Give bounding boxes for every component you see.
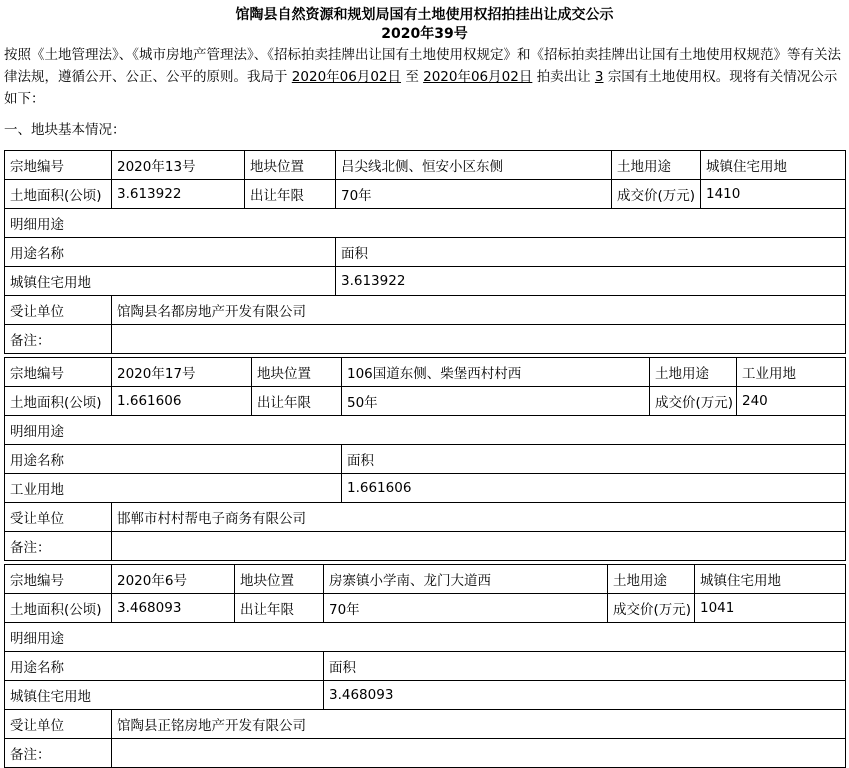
parcel-count: 3 xyxy=(594,69,604,85)
grantee: 馆陶县名都房地产开发有限公司 xyxy=(112,296,846,325)
label-land-use: 土地用途 xyxy=(608,565,695,594)
label-term: 出让年限 xyxy=(235,594,324,623)
parcel-area: 1.661606 xyxy=(112,387,252,416)
label-use-area: 面积 xyxy=(336,238,846,267)
date-start: 2020年06月02日 xyxy=(291,69,402,85)
parcel-area: 3.468093 xyxy=(112,594,235,623)
label-use-name: 用途名称 xyxy=(5,238,336,267)
detail-area: 3.613922 xyxy=(336,267,846,296)
label-detail-use: 明细用途 xyxy=(5,623,846,652)
parcel-land-use: 城镇住宅用地 xyxy=(695,565,846,594)
table-row xyxy=(5,209,846,238)
intro-paragraph xyxy=(4,44,843,110)
intro-text-to: 至 xyxy=(405,69,419,85)
parcel-location: 吕尖线北侧、恒安小区东侧 xyxy=(336,151,612,180)
table-row xyxy=(5,416,846,445)
notice-number: 2020年39号 xyxy=(381,26,468,42)
label-land-use: 土地用途 xyxy=(650,358,737,387)
label-detail-use: 明细用途 xyxy=(5,416,846,445)
parcel-price: 1041 xyxy=(695,594,846,623)
table-row xyxy=(5,296,846,325)
parcel-area: 3.613922 xyxy=(112,180,245,209)
detail-use-name: 工业用地 xyxy=(5,474,342,503)
label-grantee: 受让单位 xyxy=(5,503,112,532)
label-parcel-no: 宗地编号 xyxy=(5,358,112,387)
table-row xyxy=(5,151,846,180)
parcel-term: 50年 xyxy=(342,387,650,416)
table-row xyxy=(5,325,846,354)
label-area: 土地面积(公顷) xyxy=(5,387,112,416)
table-row xyxy=(5,238,846,267)
notice-title: 馆陶县自然资源和规划局国有土地使用权招拍挂出让成交公示 xyxy=(235,7,614,23)
parcel-no: 2020年13号 xyxy=(112,151,245,180)
table-row xyxy=(5,594,846,623)
label-area: 土地面积(公顷) xyxy=(5,594,112,623)
parcel-location: 106国道东侧、柴堡西村村西 xyxy=(342,358,650,387)
table-row xyxy=(5,710,846,739)
label-location: 地块位置 xyxy=(235,565,324,594)
remarks xyxy=(112,532,846,561)
table-row xyxy=(5,358,846,387)
label-use-area: 面积 xyxy=(342,445,846,474)
parcel-table xyxy=(4,564,846,768)
label-remarks: 备注： xyxy=(5,325,112,354)
label-term: 出让年限 xyxy=(252,387,342,416)
remarks xyxy=(112,325,846,354)
table-row xyxy=(5,565,846,594)
table-row xyxy=(5,387,846,416)
table-row xyxy=(5,623,846,652)
parcel-term: 70年 xyxy=(336,180,612,209)
date-end: 2020年06月02日 xyxy=(423,69,533,85)
intro-text-before: 按照《土地管理法》、《城市房地产管理法》、《招标拍卖挂牌出让国有土地使用权规定》和《招标拍卖挂牌出让国有土地使用权规范》等有关法律法规，遵循公开、公正、公平的原则。我局于 xyxy=(4,47,841,85)
detail-use-name: 城镇住宅用地 xyxy=(5,267,336,296)
parcel-no: 2020年17号 xyxy=(112,358,252,387)
table-row xyxy=(5,474,846,503)
label-grantee: 受让单位 xyxy=(5,296,112,325)
parcel-land-use: 工业用地 xyxy=(737,358,846,387)
section-title: 一、地块基本情况： xyxy=(4,122,126,138)
parcel-price: 1410 xyxy=(701,180,846,209)
label-price: 成交价(万元) xyxy=(612,180,701,209)
parcel-term: 70年 xyxy=(324,594,608,623)
parcel-no: 2020年6号 xyxy=(112,565,235,594)
table-row xyxy=(5,267,846,296)
label-term: 出让年限 xyxy=(245,180,336,209)
label-remarks: 备注： xyxy=(5,532,112,561)
label-price: 成交价(万元) xyxy=(650,387,737,416)
label-land-use: 土地用途 xyxy=(612,151,701,180)
label-use-name: 用途名称 xyxy=(5,445,342,474)
table-row xyxy=(5,445,846,474)
parcel-land-use: 城镇住宅用地 xyxy=(701,151,846,180)
intro-text-mid: 拍卖出让 xyxy=(536,69,591,85)
label-use-area: 面积 xyxy=(324,652,846,681)
table-row xyxy=(5,681,846,710)
table-row xyxy=(5,180,846,209)
remarks xyxy=(112,739,846,768)
detail-area: 1.661606 xyxy=(342,474,846,503)
intro-text-after: 宗国有土地使用权。现将有关情况公示如下： xyxy=(4,69,838,107)
parcel-price: 240 xyxy=(737,387,846,416)
label-remarks: 备注： xyxy=(5,739,112,768)
detail-use-name: 城镇住宅用地 xyxy=(5,681,324,710)
table-row xyxy=(5,652,846,681)
detail-area: 3.468093 xyxy=(324,681,846,710)
label-area: 土地面积(公顷) xyxy=(5,180,112,209)
grantee: 邯郸市村村帮电子商务有限公司 xyxy=(112,503,846,532)
label-grantee: 受让单位 xyxy=(5,710,112,739)
label-location: 地块位置 xyxy=(252,358,342,387)
table-row xyxy=(5,739,846,768)
label-detail-use: 明细用途 xyxy=(5,209,846,238)
label-parcel-no: 宗地编号 xyxy=(5,151,112,180)
label-parcel-no: 宗地编号 xyxy=(5,565,112,594)
grantee: 馆陶县正铭房地产开发有限公司 xyxy=(112,710,846,739)
label-location: 地块位置 xyxy=(245,151,336,180)
parcel-location: 房寨镇小学南、龙门大道西 xyxy=(324,565,608,594)
parcel-table xyxy=(4,357,846,561)
parcel-table xyxy=(4,150,846,354)
table-row xyxy=(5,503,846,532)
label-use-name: 用途名称 xyxy=(5,652,324,681)
table-row xyxy=(5,532,846,561)
label-price: 成交价(万元) xyxy=(608,594,695,623)
